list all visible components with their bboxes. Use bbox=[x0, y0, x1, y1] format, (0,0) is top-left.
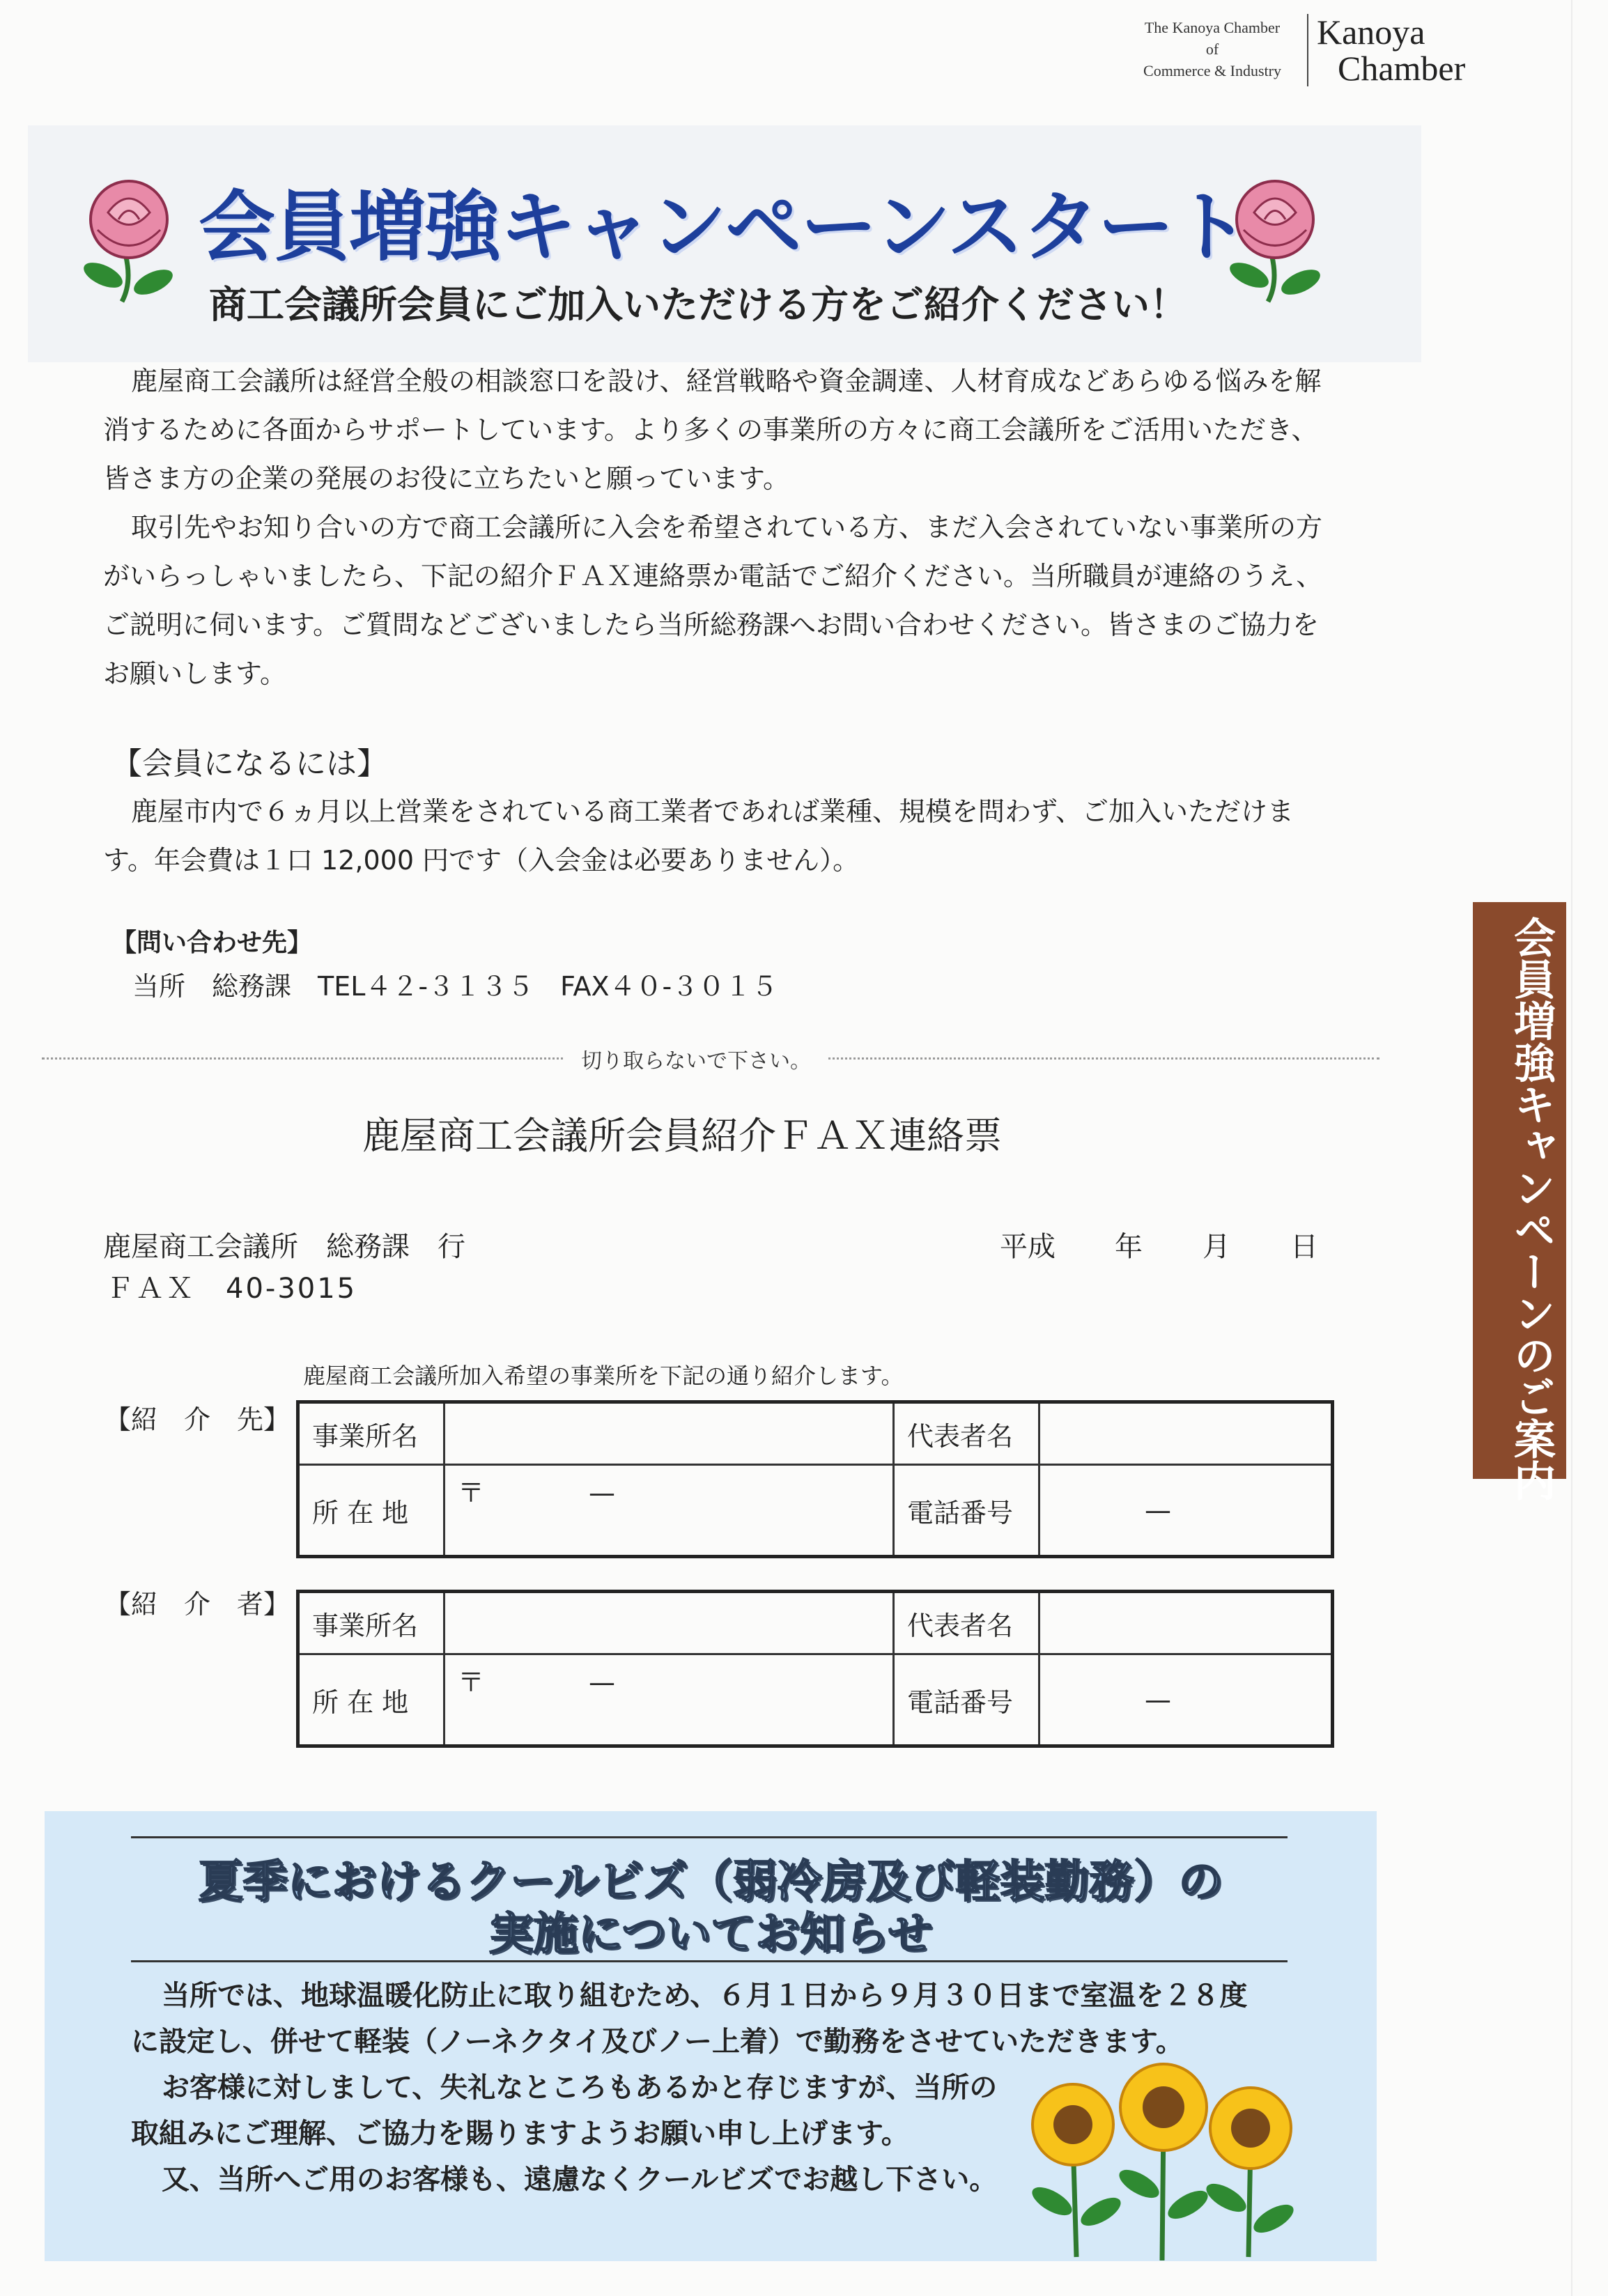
office-name-input[interactable] bbox=[444, 1592, 894, 1654]
date-era: 平成 bbox=[1000, 1231, 1056, 1263]
notice-rule-bottom bbox=[131, 1960, 1288, 1962]
label-phone: 電話番号 bbox=[894, 1465, 1039, 1557]
postal-mark: 〒 bbox=[458, 1667, 485, 1698]
coolbiz-title-line2: 実施についてお知らせ bbox=[488, 1909, 933, 1960]
referred-business-form bbox=[296, 1400, 1334, 1558]
brand-small-text: The Kanoya Chamber of Commerce & Industry bbox=[1143, 19, 1281, 79]
coolbiz-line3: お客様に対しまして、失礼なところもあるかと存じますが、当所の bbox=[162, 2072, 998, 2104]
notice-rule-top bbox=[131, 1836, 1288, 1838]
address-input[interactable] bbox=[444, 1654, 894, 1746]
address-input[interactable] bbox=[444, 1465, 894, 1557]
office-name-input[interactable] bbox=[444, 1402, 894, 1465]
membership-text: 鹿屋市内で６ヵ月以上営業をされている商工業者であれば業種、規模を問わず、ご加入いただけます。年会費は１口 12,000 円です（入会金は必要ありません）。 bbox=[103, 796, 1294, 876]
recipient-line: 鹿屋商工会議所 総務課 行 bbox=[103, 1231, 465, 1263]
label-office: 事業所名 bbox=[298, 1402, 444, 1465]
phone-dash: — bbox=[1145, 1495, 1171, 1526]
date-day: 日 bbox=[1290, 1231, 1318, 1263]
cut-label: 切り取らないで下さい。 bbox=[564, 1044, 828, 1074]
section-label-referred: 【紹 介 先】 bbox=[105, 1404, 291, 1435]
fax-number: ＦＡＸ 40-3015 bbox=[106, 1273, 357, 1305]
brand-logo-text: Kanoya Chamber bbox=[1317, 13, 1466, 88]
referral-paragraph: 取引先やお知り合いの方で商工会議所に入会を希望されている方、まだ入会されていない事業所の方がいらっしゃいましたら、下記の紹介ＦＡＸ連絡票か電話でご紹介ください。当所職員が連絡のうえ、ご説明に伺います。ご質問などございましたら当所総務課へお問い合わせください。皆さまのご協力をお願いします。 bbox=[103, 512, 1323, 689]
sunflower-icon bbox=[1024, 2062, 1303, 2264]
membership-heading: 【会員になるには】 bbox=[111, 746, 387, 782]
date-year: 年 bbox=[1115, 1231, 1143, 1263]
page-fold-shadow bbox=[1571, 0, 1572, 2296]
campaign-title: 会員増強キャンペーンスタート bbox=[199, 183, 1248, 272]
coolbiz-line1: 当所では、地球温暖化防止に取り組むため、６月１日から９月３０日まで室温を２８度 bbox=[162, 1980, 1248, 2012]
coolbiz-title-line1: 夏季におけるクールビズ（弱冷房及び軽装勤務）の bbox=[198, 1856, 1223, 1908]
referrer-business-form bbox=[296, 1590, 1334, 1748]
postal-dash: — bbox=[589, 1477, 616, 1508]
form-intro: 鹿屋商工会議所加入希望の事業所を下記の通り紹介します。 bbox=[303, 1363, 904, 1389]
label-address: 所 在 地 bbox=[298, 1654, 444, 1746]
rep-name-input[interactable] bbox=[1039, 1402, 1333, 1465]
fax-form-title: 鹿屋商工会議所会員紹介ＦＡＸ連絡票 bbox=[362, 1114, 1002, 1158]
phone-input[interactable] bbox=[1039, 1654, 1333, 1746]
label-office: 事業所名 bbox=[298, 1592, 444, 1654]
phone-dash: — bbox=[1145, 1684, 1171, 1715]
coolbiz-line4: 取組みにご理解、ご協力を賜りますようお願い申し上げます。 bbox=[131, 2118, 909, 2150]
label-rep: 代表者名 bbox=[894, 1592, 1039, 1654]
date-month: 月 bbox=[1203, 1231, 1230, 1263]
intro-paragraph: 鹿屋商工会議所は経営全般の相談窓口を設け、経営戦略や資金調達、人材育成などあらゆる悩みを解消するために各面からサポートしています。より多くの事業所の方々に商工会議所をご活用いただき、皆さま方の企業の発展のお役に立ちたいと願っています。 bbox=[103, 366, 1322, 494]
label-rep: 代表者名 bbox=[894, 1402, 1039, 1465]
postal-dash: — bbox=[589, 1667, 616, 1698]
section-label-referrer: 【紹 介 者】 bbox=[105, 1589, 291, 1620]
label-phone: 電話番号 bbox=[894, 1654, 1039, 1746]
brand-divider bbox=[1307, 14, 1308, 86]
label-address: 所 在 地 bbox=[298, 1465, 444, 1557]
contact-heading: 【問い合わせ先】 bbox=[111, 929, 313, 957]
coolbiz-line5: 又、当所へご用のお客様も、遠慮なくクールビズでお越し下さい。 bbox=[162, 2164, 998, 2196]
phone-input[interactable] bbox=[1039, 1465, 1333, 1557]
campaign-subtitle: 商工会議所会員にご加入いただける方をご紹介ください！ bbox=[209, 283, 1187, 327]
postal-mark: 〒 bbox=[458, 1477, 485, 1508]
rep-name-input[interactable] bbox=[1039, 1592, 1333, 1654]
side-index-label: 会員増強キャンペーンのご案内 bbox=[1507, 916, 1556, 1501]
coolbiz-line2: に設定し、併せて軽装（ノーネクタイ及びノー上着）で勤務をさせていただきます。 bbox=[131, 2026, 1184, 2058]
contact-info: 当所 総務課 TEL４２-３１３５ FAX４０-３０１５ bbox=[132, 971, 778, 1002]
rose-icon bbox=[84, 171, 188, 303]
